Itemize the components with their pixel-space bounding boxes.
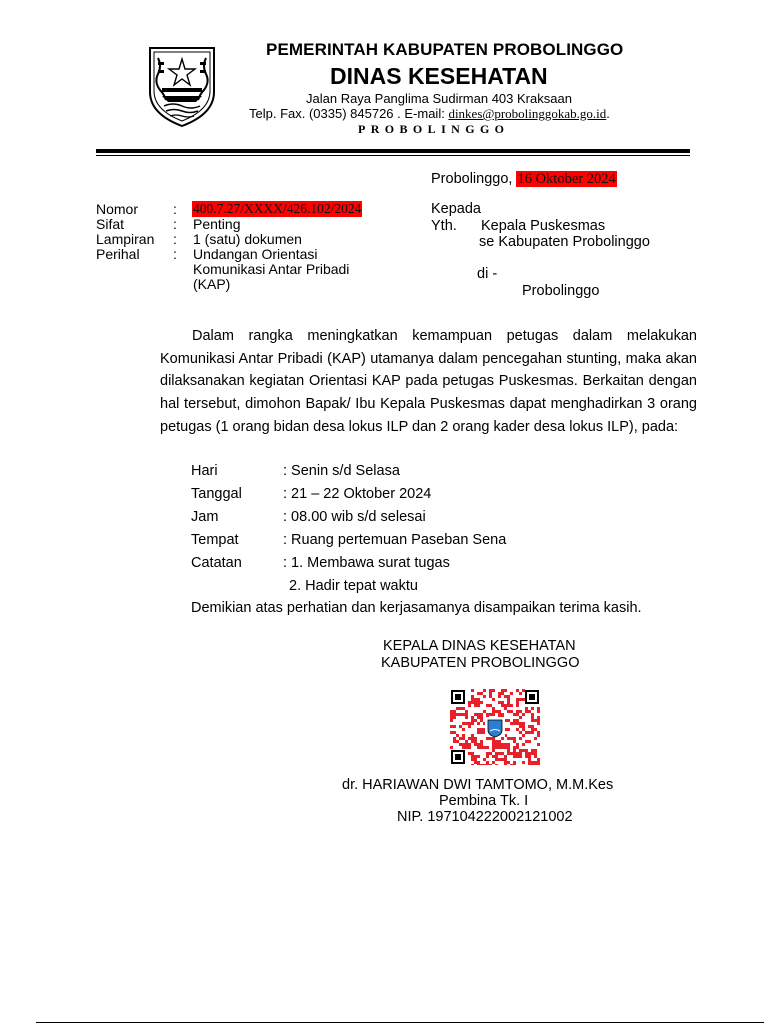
- recipient-line-2: se Kabupaten Probolinggo: [479, 234, 650, 250]
- email-link[interactable]: dinkes@probolinggokab.go.id: [448, 106, 607, 121]
- sifat-colon: :: [173, 216, 177, 232]
- sifat-value: Penting: [193, 216, 241, 232]
- recipient-di: di -: [477, 266, 498, 282]
- perihal-line-3: (KAP): [193, 276, 231, 292]
- nomor-value: 400.7.27/XXXX/426.102/2024: [193, 201, 362, 216]
- perihal-label: Perihal: [96, 246, 140, 262]
- agency-contact: [249, 106, 610, 122]
- recipient-line-1: Kepala Puskesmas: [481, 218, 606, 234]
- perihal-line-2: Komunikasi Antar Pribadi: [193, 261, 350, 277]
- detail-label-hari: Hari: [191, 463, 218, 479]
- detail-value-tanggal: : 21 – 22 Oktober 2024: [283, 486, 432, 502]
- recipient-place: Probolinggo: [522, 283, 600, 299]
- date-value: 16 Oktober 2024: [517, 171, 616, 187]
- government-name: PEMERINTAH KABUPATEN PROBOLINGGO: [266, 40, 624, 59]
- detail-value-hari: : Senin s/d Selasa: [283, 463, 400, 479]
- nomor-label: Nomor: [96, 201, 139, 217]
- signature-qr-code-icon: [450, 689, 540, 765]
- contact-prefix: Telp. Fax. (0335) 845726 . E-mail:: [249, 106, 449, 121]
- lampiran-colon: :: [173, 231, 177, 247]
- letter-date: [431, 171, 617, 188]
- signature-title-1: KEPALA DINAS KESEHATAN: [383, 638, 576, 654]
- lampiran-label: Lampiran: [96, 231, 155, 247]
- body-paragraph-text: Dalam rangka meningkatkan kemampuan petugas dalam melakukan Komunikasi Antar Pribadi (KAP) utamanya dalam pencegahan stunting, maka akan dilaksanakan kegiatan Orientasi KAP pada petugas Puskesmas. Berkaitan dengan hal tersebut, dimohon Bapak/ Ibu Kepala Puskesmas dapat menghadirkan 3 orang petugas (1 orang bidan desa lokus ILP dan 2 orang kader desa lokus ILP), pada:: [160, 328, 697, 435]
- recipient-kepada: Kepada: [431, 201, 481, 217]
- page-bottom-edge: [36, 1022, 764, 1023]
- detail-label-tanggal: Tanggal: [191, 486, 242, 502]
- regency-emblem-icon: [144, 44, 220, 128]
- perihal-line-1: Undangan Orientasi: [193, 246, 318, 262]
- detail-value-catatan: : 1. Membawa surat tugas: [283, 555, 450, 571]
- closing-sentence: Demikian atas perhatian dan kerjasamanya disampaikan terima kasih.: [191, 600, 642, 616]
- detail-label-catatan: Catatan: [191, 555, 242, 571]
- detail-label-jam: Jam: [191, 509, 219, 525]
- city-name: PROBOLINGGO: [358, 122, 510, 136]
- perihal-colon: :: [173, 246, 177, 262]
- recipient-yth: Yth.: [431, 218, 457, 234]
- sifat-label: Sifat: [96, 216, 125, 232]
- signature-title-2: KABUPATEN PROBOLINGGO: [381, 655, 580, 671]
- lampiran-value: 1 (satu) dokumen: [193, 231, 302, 247]
- letterhead-rule-thin: [96, 155, 690, 156]
- letterhead-rule-thick: [96, 149, 690, 153]
- detail-catatan-2: 2. Hadir tepat waktu: [289, 578, 418, 594]
- detail-value-tempat: : Ruang pertemuan Paseban Sena: [283, 532, 507, 548]
- signatory-rank: Pembina Tk. I: [439, 793, 529, 809]
- agency-name: DINAS KESEHATAN: [330, 63, 548, 89]
- signatory-name: dr. HARIAWAN DWI TAMTOMO, M.M.Kes: [342, 777, 614, 793]
- signatory-nip: NIP. 197104222002121002: [397, 809, 573, 825]
- body-paragraph: [160, 325, 697, 439]
- detail-label-tempat: Tempat: [191, 532, 239, 548]
- date-place: Probolinggo,: [431, 171, 513, 187]
- detail-value-jam: : 08.00 wib s/d selesai: [283, 509, 426, 525]
- nomor-colon: :: [173, 201, 177, 217]
- agency-address: Jalan Raya Panglima Sudirman 403 Kraksaan: [306, 91, 572, 106]
- contact-suffix: .: [606, 106, 610, 121]
